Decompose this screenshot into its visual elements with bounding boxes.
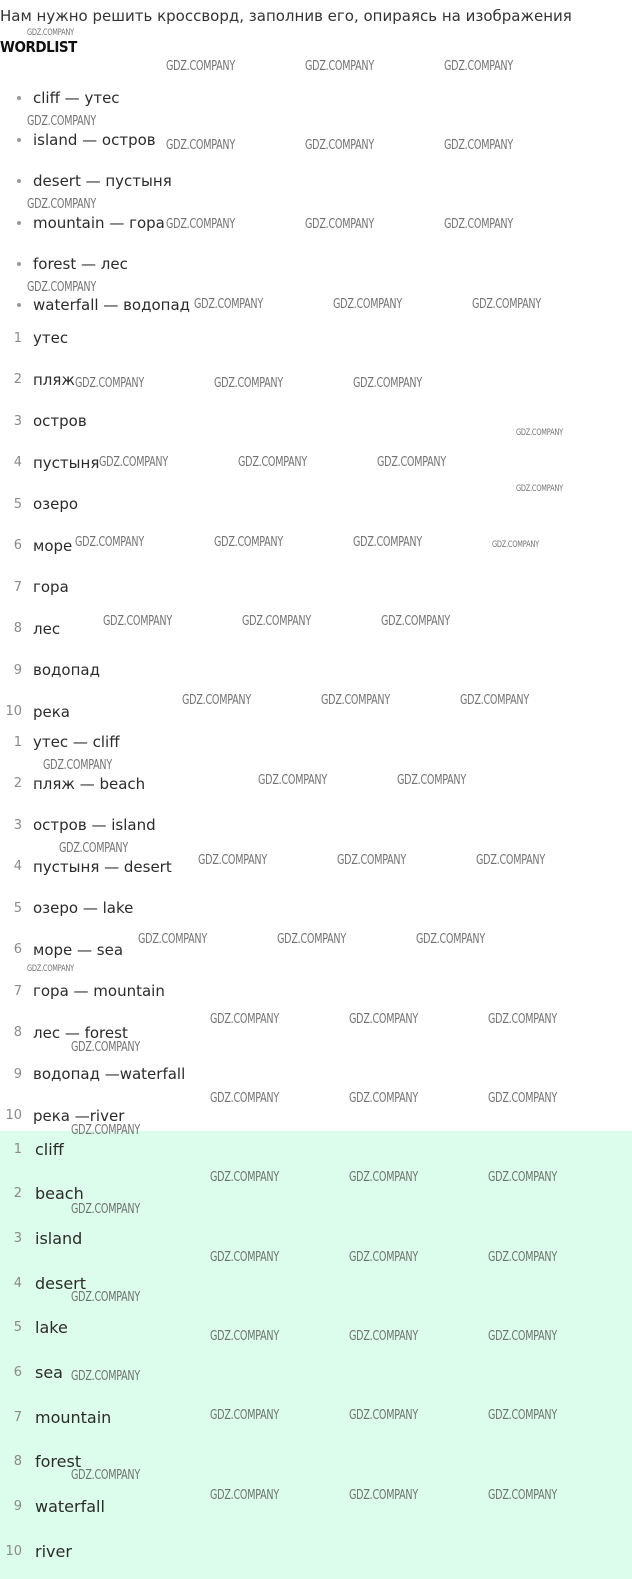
watermark-text: GDZ.COMPANY xyxy=(238,455,307,470)
answer-block xyxy=(0,1131,632,1579)
item-text: river xyxy=(35,1541,72,1561)
watermark-text: GDZ.COMPANY xyxy=(210,1012,279,1027)
watermark-text: GDZ.COMPANY xyxy=(27,964,74,974)
item-number: 8 xyxy=(13,621,22,636)
watermark-text: GDZ.COMPANY xyxy=(353,535,422,550)
watermark-text: GDZ.COMPANY xyxy=(71,1123,140,1138)
watermark-text: GDZ.COMPANY xyxy=(377,455,446,470)
item-text: beach xyxy=(35,1184,84,1204)
item-number: 4 xyxy=(13,1275,22,1291)
watermark-text: GDZ.COMPANY xyxy=(488,1250,557,1265)
item-text: лес xyxy=(33,619,61,638)
watermark-text: GDZ.COMPANY xyxy=(349,1408,418,1423)
item-number: 6 xyxy=(13,1365,22,1380)
item-text: море — sea xyxy=(33,940,124,959)
watermark-text: GDZ.COMPANY xyxy=(349,1170,418,1185)
watermark-text: GDZ.COMPANY xyxy=(349,1329,418,1344)
item-text: озеро — lake xyxy=(33,899,134,917)
item-number: 10 xyxy=(5,1543,22,1559)
item-text: island — остров xyxy=(33,131,156,149)
item-text: гора xyxy=(33,578,69,596)
item-number: 7 xyxy=(13,1409,22,1425)
watermark-text: GDZ.COMPANY xyxy=(166,59,235,74)
watermark-text: GDZ.COMPANY xyxy=(516,428,563,438)
watermark-text: GDZ.COMPANY xyxy=(59,841,128,856)
watermark-text: GDZ.COMPANY xyxy=(210,1408,279,1423)
item-text: пустыня — desert xyxy=(33,857,172,876)
watermark-text: GDZ.COMPANY xyxy=(488,1012,557,1027)
wordlist-title: WORDLIST xyxy=(0,38,77,56)
item-text: sea xyxy=(35,1363,63,1382)
item-number: 5 xyxy=(13,496,22,512)
watermark-text: GDZ.COMPANY xyxy=(472,297,541,312)
item-text: forest — лес xyxy=(33,255,128,273)
item-text: остров xyxy=(33,412,87,430)
watermark-text: GDZ.COMPANY xyxy=(210,1488,279,1503)
watermark-text: GDZ.COMPANY xyxy=(214,376,283,391)
item-number: 1 xyxy=(13,734,22,750)
watermark-text: GDZ.COMPANY xyxy=(198,853,267,868)
watermark-text: GDZ.COMPANY xyxy=(210,1329,279,1344)
watermark-text: GDZ.COMPANY xyxy=(333,297,402,312)
item-text: река —river xyxy=(33,1106,125,1125)
item-text: forest xyxy=(35,1452,82,1472)
bullet-icon xyxy=(17,96,21,100)
watermark-text: GDZ.COMPANY xyxy=(353,376,422,391)
watermark-text: GDZ.COMPANY xyxy=(349,1091,418,1106)
watermark-text: GDZ.COMPANY xyxy=(71,1040,140,1055)
watermark-text: GDZ.COMPANY xyxy=(71,1202,140,1217)
watermark-text: GDZ.COMPANY xyxy=(444,138,513,153)
watermark-text: GDZ.COMPANY xyxy=(488,1408,557,1423)
watermark-text: GDZ.COMPANY xyxy=(182,693,251,708)
item-text: mountain — гора xyxy=(33,214,165,232)
item-number: 9 xyxy=(13,1066,22,1082)
item-number: 5 xyxy=(13,1320,22,1336)
item-number: 6 xyxy=(13,538,22,553)
item-number: 2 xyxy=(13,1186,22,1202)
item-text: озеро xyxy=(33,495,79,513)
watermark-text: GDZ.COMPANY xyxy=(349,1250,418,1265)
item-text: waterfall xyxy=(35,1497,105,1517)
bullet-icon xyxy=(17,221,21,225)
watermark-text: GDZ.COMPANY xyxy=(138,932,207,947)
watermark-text: GDZ.COMPANY xyxy=(71,1369,140,1384)
item-text: остров — island xyxy=(33,816,156,834)
watermark-text: GDZ.COMPANY xyxy=(71,1468,140,1483)
watermark-text: GDZ.COMPANY xyxy=(71,1290,140,1305)
item-text: desert — пустыня xyxy=(33,172,172,190)
watermark-text: GDZ.COMPANY xyxy=(242,614,311,629)
item-number: 9 xyxy=(13,662,22,678)
bullet-icon xyxy=(17,262,21,266)
watermark-text: GDZ.COMPANY xyxy=(488,1170,557,1185)
item-text: утес — cliff xyxy=(33,733,120,751)
item-number: 10 xyxy=(5,704,22,719)
watermark-text: GDZ.COMPANY xyxy=(416,932,485,947)
watermark-text: GDZ.COMPANY xyxy=(43,758,112,773)
watermark-text: GDZ.COMPANY xyxy=(397,773,466,788)
watermark-text: GDZ.COMPANY xyxy=(27,28,74,38)
item-text: река xyxy=(33,702,71,721)
item-text: море xyxy=(33,536,73,555)
item-text: waterfall — водопад xyxy=(33,296,191,314)
item-number: 2 xyxy=(13,372,22,387)
item-number: 3 xyxy=(13,413,22,429)
item-number: 7 xyxy=(13,983,22,999)
item-number: 6 xyxy=(13,942,22,957)
watermark-text: GDZ.COMPANY xyxy=(488,1329,557,1344)
watermark-text: GDZ.COMPANY xyxy=(305,59,374,74)
watermark-text: GDZ.COMPANY xyxy=(210,1091,279,1106)
bullet-icon xyxy=(17,179,21,183)
watermark-text: GDZ.COMPANY xyxy=(444,59,513,74)
watermark-text: GDZ.COMPANY xyxy=(103,614,172,629)
item-text: desert xyxy=(35,1273,87,1293)
watermark-text: GDZ.COMPANY xyxy=(349,1012,418,1027)
watermark-text: GDZ.COMPANY xyxy=(99,455,168,470)
watermark-text: GDZ.COMPANY xyxy=(210,1170,279,1185)
watermark-text: GDZ.COMPANY xyxy=(258,773,327,788)
item-text: водопад xyxy=(33,661,100,679)
item-number: 3 xyxy=(13,1230,22,1246)
watermark-text: GDZ.COMPANY xyxy=(75,376,144,391)
watermark-text: GDZ.COMPANY xyxy=(476,853,545,868)
item-number: 8 xyxy=(13,1454,22,1470)
item-number: 5 xyxy=(13,900,22,916)
watermark-text: GDZ.COMPANY xyxy=(349,1488,418,1503)
item-text: cliff xyxy=(35,1139,64,1159)
watermark-text: GDZ.COMPANY xyxy=(194,297,263,312)
item-number: 1 xyxy=(13,330,22,346)
watermark-text: GDZ.COMPANY xyxy=(214,535,283,550)
item-number: 9 xyxy=(13,1499,22,1515)
item-text: пляж — beach xyxy=(33,774,146,793)
watermark-text: GDZ.COMPANY xyxy=(27,280,96,295)
item-text: island xyxy=(35,1228,83,1248)
bullet-icon xyxy=(17,303,21,307)
item-number: 1 xyxy=(13,1141,22,1157)
item-text: lake xyxy=(35,1318,68,1338)
watermark-text: GDZ.COMPANY xyxy=(75,535,144,550)
item-number: 4 xyxy=(13,859,22,874)
item-text: лес — forest xyxy=(33,1023,128,1042)
watermark-text: GDZ.COMPANY xyxy=(27,114,96,129)
item-number: 3 xyxy=(13,817,22,833)
watermark-text: GDZ.COMPANY xyxy=(381,614,450,629)
item-number: 7 xyxy=(13,579,22,595)
item-text: гора — mountain xyxy=(33,982,165,1000)
watermark-text: GDZ.COMPANY xyxy=(305,138,374,153)
watermark-text: GDZ.COMPANY xyxy=(337,853,406,868)
watermark-text: GDZ.COMPANY xyxy=(277,932,346,947)
item-number: 4 xyxy=(13,455,22,470)
watermark-text: GDZ.COMPANY xyxy=(488,1488,557,1503)
watermark-text: GDZ.COMPANY xyxy=(488,1091,557,1106)
item-text: mountain xyxy=(35,1407,112,1427)
watermark-text: GDZ.COMPANY xyxy=(516,484,563,494)
watermark-text: GDZ.COMPANY xyxy=(27,197,96,212)
item-text: водопад —waterfall xyxy=(33,1065,186,1083)
item-text: пляж xyxy=(33,370,75,389)
watermark-text: GDZ.COMPANY xyxy=(166,217,235,232)
intro-text: Нам нужно решить кроссворд, заполнив его, опираясь на изображения xyxy=(0,7,572,25)
watermark-text: GDZ.COMPANY xyxy=(460,693,529,708)
watermark-text: GDZ.COMPANY xyxy=(492,540,539,550)
watermark-text: GDZ.COMPANY xyxy=(166,138,235,153)
bullet-icon xyxy=(17,138,21,142)
item-text: cliff — утес xyxy=(33,89,120,107)
watermark-text: GDZ.COMPANY xyxy=(321,693,390,708)
item-number: 8 xyxy=(13,1025,22,1040)
item-number: 2 xyxy=(13,776,22,791)
item-text: утес xyxy=(33,329,69,347)
watermark-text: GDZ.COMPANY xyxy=(210,1250,279,1265)
item-text: пустыня xyxy=(33,453,100,472)
watermark-text: GDZ.COMPANY xyxy=(305,217,374,232)
watermark-text: GDZ.COMPANY xyxy=(444,217,513,232)
item-number: 10 xyxy=(5,1108,22,1123)
